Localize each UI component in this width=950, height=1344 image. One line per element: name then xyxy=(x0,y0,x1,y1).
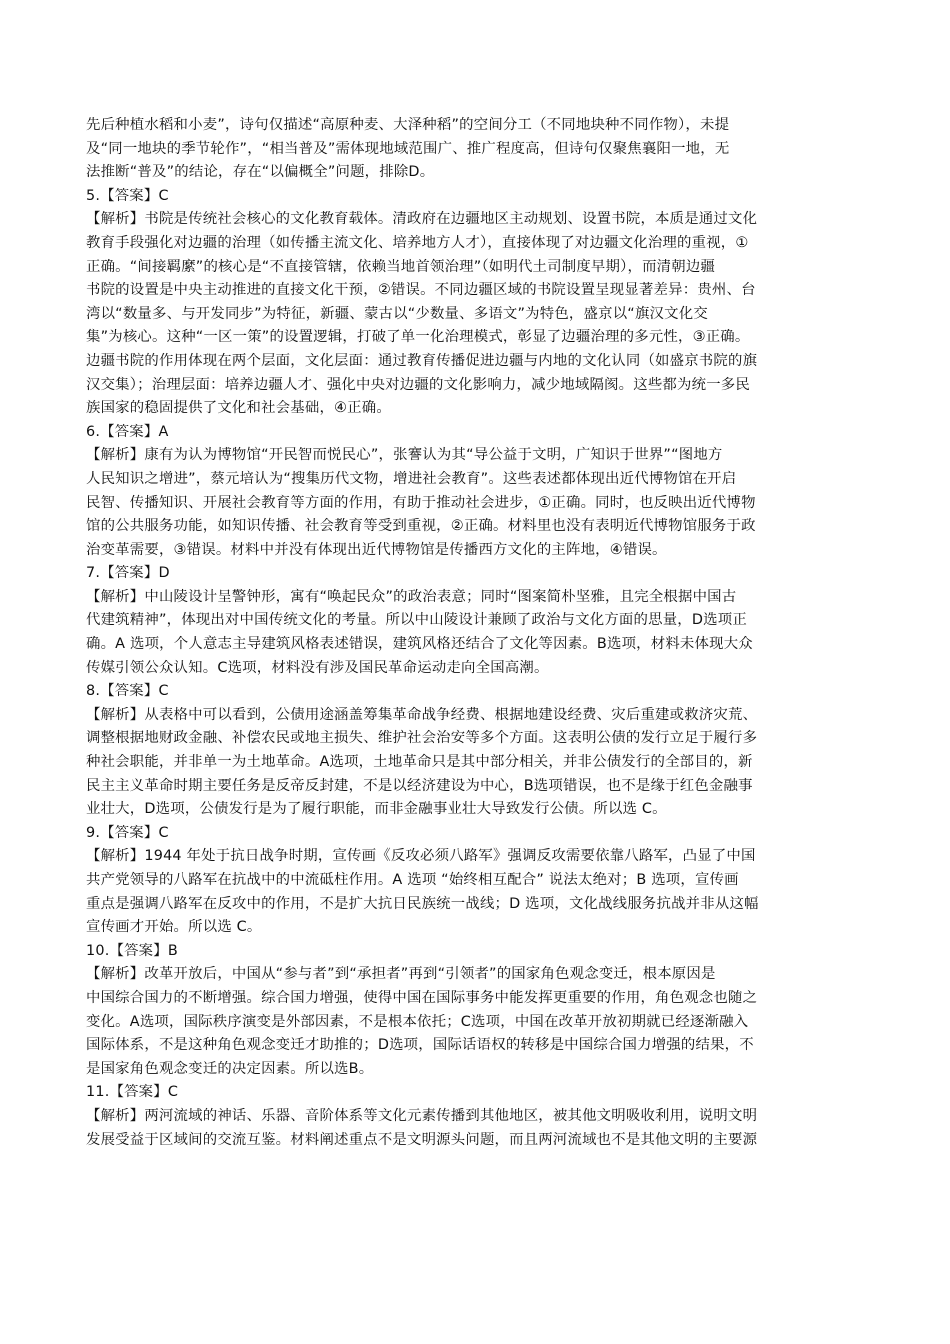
text-line: 10.【答案】B xyxy=(86,942,178,959)
text-line: 重点是强调八路军在反攻中的作用，不是扩大抗日民族统一战线；D 选项，文化战线服务抗战并非从这幅 xyxy=(86,895,759,912)
text-line: 先后种植水稻和小麦”，诗句仅描述“高原种麦、大泽种稻”的空间分工（不同地块种不同作物），未提 xyxy=(86,117,730,133)
text-line: 变化。A选项，国际秩序演变是外部因素，不是根本依托；C选项，中国在改革开放初期就已经逐渐融入 xyxy=(86,1013,749,1030)
text-line: 种社会职能，并非单一为土地革命。A选项，土地革命只是其中部分相关，并非公债发行的全部目的，新 xyxy=(86,754,753,771)
text-line: 发展受益于区域间的交流互鉴。材料阐述重点不是文明源头问题，而且两河流域也不是其他文明的主要源 xyxy=(86,1131,758,1148)
document-body xyxy=(86,114,864,1152)
text-line: 5.【答案】C xyxy=(86,187,169,204)
text-line: 共产党领导的八路军在抗战中的中流砥柱作用。A 选项 “始终相互配合” 说法太绝对；B 选项，宣传画 xyxy=(86,872,739,888)
text-line: 11.【答案】C xyxy=(86,1084,179,1101)
text-line: 教育手段强化对边疆的治理（如传播主流文化、培养地方人才），直接体现了对边疆文化治理的重视，① xyxy=(86,234,749,251)
text-line: 集”为核心。这种“一区一策”的设置逻辑，打破了单一化治理模式，彰显了边疆治理的多元性，③正确。 xyxy=(86,329,750,346)
text-line: 书院的设置是中央主动推进的直接文化干预，②错误。不同边疆区域的书院设置呈现显著差异：贵州、台 xyxy=(86,282,756,299)
text-line: 正确。“间接羁縻”的核心是“不直接管辖，依赖当地首领治理”（如明代土司制度早期），而清朝边疆 xyxy=(86,258,716,275)
text-line: 法推断“普及”的结论，存在“以偏概全”问题，排除D。 xyxy=(86,164,435,181)
text-line: 宣传画才开始。所以选 C。 xyxy=(86,919,262,936)
text-line: 【解析】书院是传统社会核心的文化教育载体。清政府在边疆地区主动规划、设置书院，本质是通过文化 xyxy=(86,211,758,228)
text-line: 边疆书院的作用体现在两个层面，文化层面：通过教育传播促进边疆与内地的文化认同（如盛京书院的旗 xyxy=(86,352,758,369)
text-line: 9.【答案】C xyxy=(86,824,169,841)
text-line: 传媒引领公众认知。C选项，材料没有涉及国民革命运动走向全国高潮。 xyxy=(86,659,549,676)
text-line: 及“同一地块的季节轮作”，“相当普及”需体现地域范围广、推广程度高，但诗句仅聚焦襄阳一地，无 xyxy=(86,140,730,157)
text-line: 确。A 选项，个人意志主导建筑风格表述错误，建筑风格还结合了文化等因素。B选项，材料未体现大众 xyxy=(86,636,753,653)
text-line: 业壮大，D选项，公债发行是为了履行职能，而非金融事业壮大导致发行公债。所以选 C。 xyxy=(86,801,667,818)
text-line: 8.【答案】C xyxy=(86,683,169,700)
text-line: 【解析】1944 年处于抗日战争时期，宣传画《反攻必须八路军》强调反攻需要依靠八路军，凸显了中国 xyxy=(86,848,756,865)
text-line: 民主主义革命时期主要任务是反帝反封建，不是以经济建设为中心，B选项错误，也不是缘于红色金融事 xyxy=(86,777,753,794)
text-line: 6.【答案】A xyxy=(86,423,169,440)
text-line: 是国家角色观念变迁的决定因素。所以选B。 xyxy=(86,1060,374,1077)
text-line: 【解析】改革开放后，中国从“参与者”到“承担者”再到“引领者”的国家角色观念变迁，根本原因是 xyxy=(86,966,716,983)
text-line: 调整根据地财政金融、补偿农民或地主损失、维护社会治安等多个方面。这表明公债的发行立足于履行多 xyxy=(86,730,758,747)
text-line: 【解析】康有为认为博物馆“开民智而悦民心”，张謇认为其“导公益于文明，广知识于世界”“图地方 xyxy=(86,447,723,464)
text-line: 湾以“数量多、与开发同步”为特征，新疆、蒙古以“少数量、多语文”为特色，盛京以“旗汉文化交 xyxy=(86,305,708,322)
text-line: 馆的公共服务功能，如知识传播、社会教育等受到重视，②正确。材料里也没有表明近代博物馆服务于政 xyxy=(86,518,756,535)
text-line: 7.【答案】D xyxy=(86,565,170,582)
text-line: 治变革需要，③错误。材料中并没有体现出近代博物馆是传播西方文化的主阵地，④错误。 xyxy=(86,541,667,558)
text-line: 族国家的稳固提供了文化和社会基础，④正确。 xyxy=(86,400,391,417)
text-line: 【解析】两河流域的神话、乐器、音阶体系等文化元素传播到其他地区，被其他文明吸收利用，说明文明 xyxy=(86,1107,758,1124)
text-line: 代建筑精神”，体现出对中国传统文化的考量。所以中山陵设计兼顾了政治与文化方面的思量，D选项正 xyxy=(86,612,747,629)
text-line: 中国综合国力的不断增强。综合国力增强，使得中国在国际事务中能发挥更重要的作用，角色观念也随之 xyxy=(86,989,758,1006)
text-line: 【解析】中山陵设计呈警钟形，寓有“唤起民众”的政治表意；同时“图案简朴坚雅，且完全根据中国古 xyxy=(86,588,737,605)
text-line: 人民知识之增进”，蔡元培认为“搜集历代文物，增进社会教育”。这些表述都体现出近代博物馆在开启 xyxy=(86,470,737,487)
text-line: 【解析】从表格中可以看到，公债用途涵盖筹集革命战争经费、根据地建设经费、灾后重建或救济灾荒、 xyxy=(86,706,758,723)
text-line: 民智、传播知识、开展社会教育等方面的作用，有助于推动社会进步，①正确。同时，也反映出近代博物 xyxy=(86,494,756,511)
text-line: 国际体系，不是这种角色观念变迁才助推的；D选项，国际话语权的转移是中国综合国力增强的结果，不 xyxy=(86,1037,754,1054)
text-line: 汉交集）；治理层面：培养边疆人才、强化中央对边疆的文化影响力，减少地域隔阂。这些都为统一多民 xyxy=(86,376,750,393)
